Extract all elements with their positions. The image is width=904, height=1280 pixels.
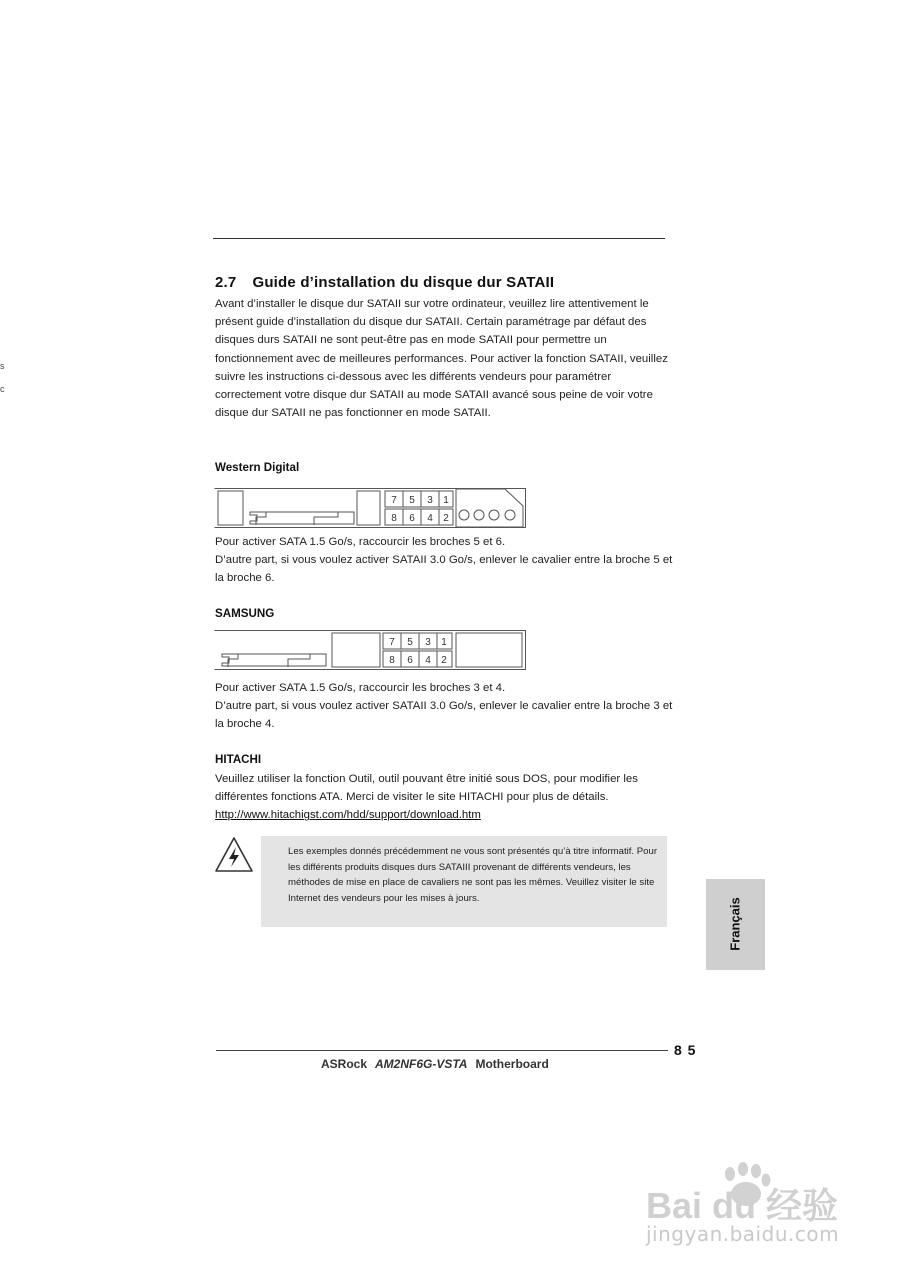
footer <box>321 1057 549 1071</box>
wd-pin-4: 4 <box>427 513 433 524</box>
wd-blank-block <box>357 491 380 525</box>
watermark-url: jingyan.baidu.com <box>646 1222 840 1246</box>
samsung-drive-outline <box>215 631 526 670</box>
wd-pin-2: 2 <box>443 513 449 524</box>
note-text: Les exemples donnés précédemment ne vous sont présentés qu’à titre informatif. Pour les différents produits disques durs SATAIII provenant de différents vendeurs, les méthodes de mise en place de cavaliers ne sont pas les mêmes. Veuillez visiter le site Internet des vendeurs pour les mises à jours. <box>288 846 658 904</box>
wd-drive-outline <box>215 489 526 528</box>
samsung-pin-5: 5 <box>407 637 413 648</box>
footer-product: Motherboard <box>475 1057 549 1071</box>
language-tab-label: Français <box>727 897 743 951</box>
samsung-power-block <box>456 633 522 667</box>
wd-pin-8: 8 <box>391 513 397 524</box>
wd-heading: Western Digital <box>215 461 300 474</box>
wd-pin-3: 3 <box>427 495 433 506</box>
section-number: 2.7 <box>215 274 237 291</box>
samsung-pin-1: 1 <box>441 637 447 648</box>
footer-brand: ASRock <box>321 1057 368 1071</box>
warning-icon <box>214 836 254 874</box>
footer-model: AM2NF6G-VSTA <box>375 1057 468 1071</box>
hitachi-paragraph <box>215 770 675 825</box>
samsung-pin-2: 2 <box>441 655 447 666</box>
edge-fragment-1: s <box>0 361 5 371</box>
page-number: 8 5 <box>674 1042 697 1058</box>
samsung-heading: SAMSUNG <box>215 607 275 620</box>
wd-pin-7: 7 <box>391 495 397 506</box>
wd-pin-1: 1 <box>443 495 449 506</box>
samsung-line-2: D’autre part, si vous voulez activer SATAII 3.0 Go/s, enlever le cavalier entre la broche 3 et la broche 4. <box>215 700 673 731</box>
samsung-blank-block <box>332 633 380 667</box>
edge-fragment-2: c <box>0 384 5 394</box>
wd-pin-5: 5 <box>409 495 415 506</box>
samsung-pin-6: 6 <box>407 655 413 666</box>
intro-paragraph: Avant d’installer le disque dur SATAII sur votre ordinateur, veuillez lire attentivement le présent guide d’installation du disque dur SATAII. Certain paramétrage par défaut des disques durs SATAII ne sont peut-être pas en mode SATAII pour permettre un fonctionnement avec de meilleures performances. Pour activer la fonction SATAII, veuillez suivre les instructions ci-dessous avec les différents vendeurs pour paramétrer correctement votre disque dur SATAII au mode SATAII avancé sous peine de voir votre disque dur SATAII ne pas fonctionner en mode SATAII. <box>215 298 668 420</box>
samsung-pin-4: 4 <box>425 655 431 666</box>
samsung-instructions <box>215 679 675 734</box>
samsung-jumper-diagram <box>214 630 526 670</box>
hitachi-text: Veuillez utiliser la fonction Outil, outil pouvant être initié sous DOS, pour modifier les différentes fonctions ATA. Merci de visiter le site HITACHI pour plus de détails. <box>215 773 638 804</box>
bottom-rule <box>216 1050 668 1051</box>
hitachi-download-link[interactable]: http://www.hitachigst.com/hdd/support/download.htm <box>215 809 481 822</box>
section-title: Guide d’installation du disque dur SATAII <box>252 274 555 291</box>
samsung-pin-3: 3 <box>425 637 431 648</box>
samsung-pin-7: 7 <box>389 637 395 648</box>
wd-power-connector <box>456 489 523 527</box>
wd-pin-6: 6 <box>409 513 415 524</box>
section-heading <box>215 274 554 291</box>
wd-line-1: Pour activer SATA 1.5 Go/s, raccourcir les broches 5 et 6. <box>215 536 506 548</box>
hitachi-heading: HITACHI <box>215 753 262 766</box>
samsung-line-1: Pour activer SATA 1.5 Go/s, raccourcir les broches 3 et 4. <box>215 682 506 694</box>
top-rule <box>213 238 665 239</box>
wd-connector-block <box>218 491 243 525</box>
watermark-logo-text: Bai du 经验 <box>646 1185 839 1226</box>
paw-toe-1 <box>725 1167 735 1181</box>
wd-instructions <box>215 533 675 588</box>
wd-line-2: D’autre part, si vous voulez activer SATAII 3.0 Go/s, enlever le cavalier entre la broche 5 et la broche 6. <box>215 554 673 585</box>
wd-jumper-diagram <box>214 488 526 528</box>
samsung-pin-8: 8 <box>389 655 395 666</box>
paw-toe-2 <box>738 1162 748 1176</box>
paw-toe-3 <box>751 1164 761 1178</box>
